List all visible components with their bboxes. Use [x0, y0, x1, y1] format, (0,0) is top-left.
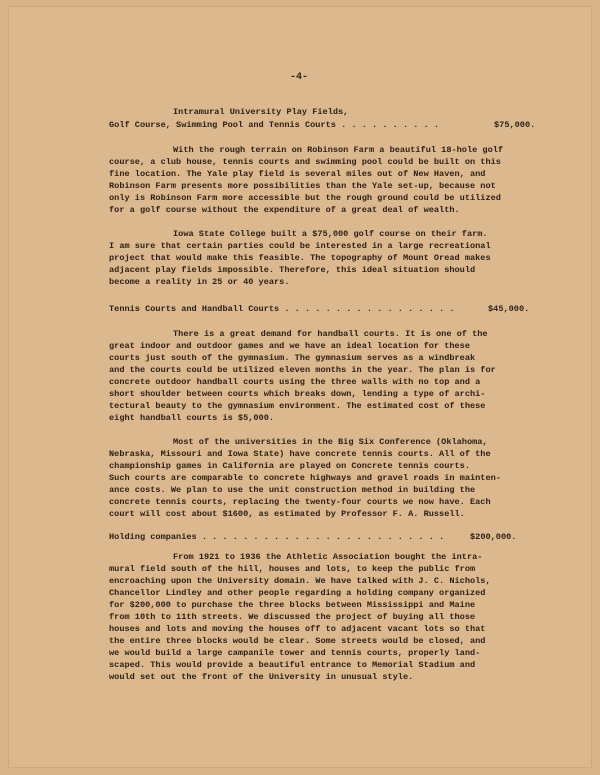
section-heading-line: Intramural University Play Fields,: [173, 107, 349, 117]
paragraph-line: Robinson Farm presents more possibilities than the Yale set-up, because not: [109, 181, 496, 191]
paragraph-line: Most of the universities in the Big Six Conference (Oklahoma,: [173, 437, 488, 447]
paragraph-line: court will cost about $1600, as estimated by Professor F. A. Russell.: [109, 509, 465, 519]
section-amount: $45,000.: [488, 304, 530, 314]
paragraph-line: mural field south of the hill, houses and lots, to keep the public from: [109, 564, 476, 574]
paragraph-line: concrete tennis courts, replacing the twenty-four courts we now have. Each: [109, 497, 491, 507]
paragraph-line: Nebraska, Missouri and Iowa State) have concrete tennis courts. All of the: [109, 449, 491, 459]
paragraph-line: courts just south of the gymnasium. The gymnasium serves as a windbreak: [109, 353, 476, 363]
paragraph-line: There is a great demand for handball courts. It is one of the: [173, 329, 488, 339]
paragraph-line: Iowa State College built a $75,000 golf course on their farm.: [173, 229, 488, 239]
paragraph-line: concrete outdoor handball courts using the three walls with no top and a: [109, 377, 481, 387]
paragraph-line: fine location. The Yale play field is several miles out of New Haven, and: [109, 169, 486, 179]
paragraph-line: Such courts are comparable to concrete highways and gravel roads in mainten-: [109, 473, 501, 483]
paragraph-line: championship games in California are played on Concrete tennis courts.: [109, 461, 470, 471]
paragraph-line: and the courts could be utilized eleven months in the year. The plan is for: [109, 365, 496, 375]
section-amount: $200,000.: [470, 532, 517, 542]
paragraph-line: only is Robinson Farm more accessible but the rough ground could be utilized: [109, 193, 501, 203]
section-heading-line: Tennis Courts and Handball Courts . . . . . . . . . . . . . . . . .: [109, 304, 455, 314]
paragraph-line: the entire three blocks would be clear. Some streets would be closed, and: [109, 636, 486, 646]
paragraph-line: eight handball courts is $5,000.: [109, 413, 275, 423]
paragraph-line: we would build a large campanile tower and tennis courts, properly land-: [109, 648, 481, 658]
paragraph-line: from 10th to 11th streets. We discussed the project of buying all those: [109, 612, 476, 622]
paragraph-line: project that would make this feasible. The topography of Mount Oread makes: [109, 253, 491, 263]
paragraph-line: tectural beauty to the gymnasium environment. The estimated cost of these: [109, 401, 486, 411]
paragraph-line: Chancellor Lindley and other people regarding a holding company organized: [109, 588, 486, 598]
paragraph-line: ance costs. We plan to use the unit construction method in building the: [109, 485, 476, 495]
paragraph-line: I am sure that certain parties could be interested in a large recreational: [109, 241, 491, 251]
section-heading-line: Holding companies . . . . . . . . . . . . . . . . . . . . . . . .: [109, 532, 445, 542]
paragraph-line: for a golf course without the expenditure of a great deal of wealth.: [109, 205, 460, 215]
paragraph-line: course, a club house, tennis courts and swimming pool could be built on this: [109, 157, 501, 167]
paragraph-line: short shoulder between courts which breaks down, lending a type of archi-: [109, 389, 486, 399]
paragraph-line: become a reality in 25 or 40 years.: [109, 277, 290, 287]
paragraph-line: scaped. This would provide a beautiful entrance to Memorial Stadium and: [109, 660, 476, 670]
paragraph-line: adjacent play fields impossible. Therefore, this ideal situation should: [109, 265, 476, 275]
section-heading-line: Golf Course, Swimming Pool and Tennis Courts . . . . . . . . . .: [109, 120, 440, 130]
paragraph-line: for $200,000 to purchase the three blocks between Mississippi and Maine: [109, 600, 476, 610]
paragraph-line: encroaching upon the University domain. We have talked with J. C. Nichols,: [109, 576, 491, 586]
paragraph-line: would set out the front of the University in unusual style.: [109, 672, 414, 682]
page-number: -4-: [290, 72, 309, 83]
paragraph-line: From 1921 to 1936 the Athletic Association bought the intra-: [173, 552, 483, 562]
paragraph-line: houses and lots and moving the houses off to adjacent vacant lots so that: [109, 624, 486, 634]
section-amount: $75,000.: [494, 120, 536, 130]
paragraph-line: great indoor and outdoor games and we have an ideal location for these: [109, 341, 470, 351]
paragraph-line: With the rough terrain on Robinson Farm a beautiful 18-hole golf: [173, 145, 504, 155]
